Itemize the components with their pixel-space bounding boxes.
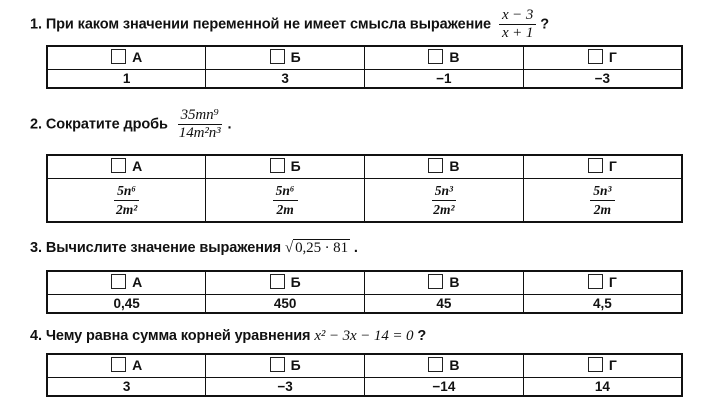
option-c-header[interactable]: В: [365, 155, 524, 179]
checkbox[interactable]: [270, 158, 285, 173]
question-tail: ?: [417, 328, 427, 344]
option-d-header[interactable]: Г: [523, 271, 682, 295]
question-text: При каком значении переменной не имеет смысла выражение: [45, 16, 492, 33]
checkbox[interactable]: [270, 274, 285, 289]
option-d-header[interactable]: Г: [523, 46, 682, 70]
checkbox[interactable]: [111, 158, 126, 173]
option-b-value: [206, 179, 365, 223]
answer-table-3: [46, 270, 683, 314]
option-d-header[interactable]: Г: [523, 354, 682, 378]
checkbox[interactable]: [111, 274, 126, 289]
option-a-value: 3: [47, 378, 206, 397]
option-a-value: 1: [47, 70, 206, 89]
option-c-header[interactable]: В: [365, 46, 524, 70]
option-b-header[interactable]: Б: [206, 354, 365, 378]
option-d-value: −3: [523, 70, 682, 89]
question-4: [30, 328, 426, 345]
option-c-header[interactable]: В: [365, 271, 524, 295]
fraction-numerator: 5n³: [590, 183, 614, 201]
option-a-header[interactable]: А: [47, 46, 206, 70]
question-text: Вычислите значение выражения: [45, 240, 282, 256]
option-b-value: 450: [206, 295, 365, 314]
question-number: 3.: [30, 240, 42, 256]
option-c-header[interactable]: В: [365, 354, 524, 378]
question-tail: .: [227, 116, 232, 133]
fraction-denominator: 2m²: [115, 201, 138, 217]
checkbox[interactable]: [270, 49, 285, 64]
expression-fraction: [499, 8, 536, 41]
fraction-numerator: 35mn⁹: [178, 108, 222, 125]
answer-table-4: [46, 353, 683, 397]
option-b-value: 3: [206, 70, 365, 89]
fraction-numerator: 5n⁶: [273, 183, 298, 201]
option-c-value: [365, 179, 524, 223]
question-text: Сократите дробь: [45, 116, 168, 133]
option-d-value: 14: [523, 378, 682, 397]
checkbox[interactable]: [588, 274, 603, 289]
question-text: Чему равна сумма корней уравнения: [45, 328, 311, 344]
option-b-header[interactable]: Б: [206, 271, 365, 295]
question-number: 4.: [30, 328, 42, 344]
fraction-numerator: x − 3: [499, 8, 536, 25]
question-tail: .: [353, 240, 358, 256]
checkbox[interactable]: [428, 274, 443, 289]
fraction-denominator: 2m: [593, 201, 611, 217]
checkbox[interactable]: [588, 158, 603, 173]
expression-fraction: [176, 108, 224, 141]
checkbox[interactable]: [588, 49, 603, 64]
checkbox[interactable]: [588, 357, 603, 372]
question-number: 2.: [30, 116, 42, 133]
question-number: 1.: [30, 16, 42, 33]
checkbox[interactable]: [428, 357, 443, 372]
option-c-value: −14: [365, 378, 524, 397]
question-2: [30, 108, 231, 141]
option-d-value: [523, 179, 682, 223]
option-a-value: [47, 179, 206, 223]
option-a-header[interactable]: А: [47, 271, 206, 295]
option-a-value: 0,45: [47, 295, 206, 314]
option-b-header[interactable]: Б: [206, 155, 365, 179]
option-b-value: −3: [206, 378, 365, 397]
option-a-header[interactable]: А: [47, 155, 206, 179]
question-1: [30, 8, 549, 41]
radicand: 0,25 · 81: [295, 240, 348, 256]
fraction-numerator: 5n⁶: [114, 183, 139, 201]
answer-table-1: [46, 45, 683, 89]
option-b-header[interactable]: Б: [206, 46, 365, 70]
option-c-value: −1: [365, 70, 524, 89]
question-tail: ?: [540, 16, 549, 33]
sqrt-expression: √ 0,25 · 81: [284, 240, 348, 256]
fraction-denominator: 2m²: [433, 201, 455, 217]
checkbox[interactable]: [428, 158, 443, 173]
option-a-header[interactable]: А: [47, 354, 206, 378]
answer-table-2: [46, 154, 683, 223]
fraction-denominator: 2m: [276, 201, 294, 217]
option-c-value: 45: [365, 295, 524, 314]
option-d-header[interactable]: Г: [523, 155, 682, 179]
checkbox[interactable]: [270, 357, 285, 372]
equation: x² − 3x − 14 = 0: [314, 328, 414, 344]
fraction-numerator: 5n³: [432, 183, 456, 201]
checkbox[interactable]: [111, 357, 126, 372]
checkbox[interactable]: [428, 49, 443, 64]
fraction-denominator: 14m²n³: [178, 125, 221, 141]
option-d-value: 4,5: [523, 295, 682, 314]
checkbox[interactable]: [111, 49, 126, 64]
question-3: [30, 240, 358, 257]
fraction-denominator: x + 1: [501, 25, 534, 41]
